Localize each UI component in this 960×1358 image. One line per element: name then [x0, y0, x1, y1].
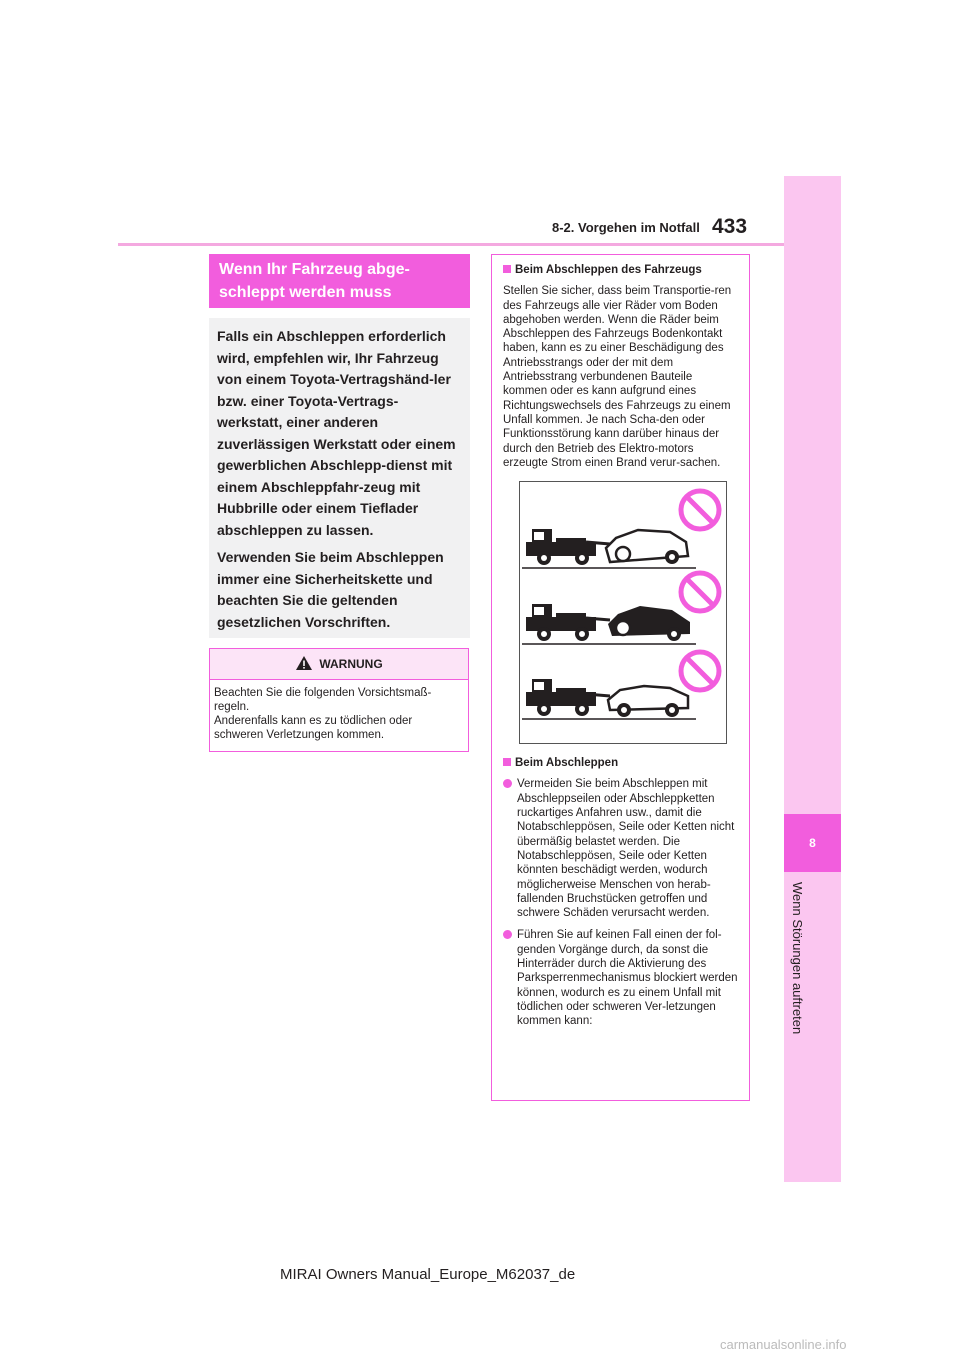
bullet-text-2: Führen Sie auf keinen Fall einen der fol-genden Vorgänge durch, da sonst die Hinterräder durch die Aktivierung des Parksperrenmechanismus blockiert werden können, wodurch es zu einem Unfall mit tödlichen oder schweren Ver-letzungen kommen kann: [517, 929, 738, 1028]
square-bullet-icon [503, 265, 511, 273]
chapter-tab: 8 [784, 814, 841, 872]
warning-header [210, 649, 468, 680]
warning-line-2: Anderenfalls kann es zu tödlichen oder schweren Verletzungen kommen. [214, 715, 413, 741]
watermark: carmanualsonline.info [720, 1337, 847, 1352]
prohibited-icon [681, 491, 719, 529]
chapter-title-text: Wenn Störungen auftreten [790, 882, 805, 1035]
bullet-text-1: Vermeiden Sie beim Abschleppen mit Abschleppseilen oder Abschleppketten ruckartiges Anfahren usw., damit die Notabschleppösen, Seile oder Ketten nicht übermäßig belastet werden. Die Notabschleppösen, Seile oder Ketten könnten beschädigt werden, wodurch möglicherweise Menschen von herab-fallenden Bruchstücken getroffen und schwere Schäden verursacht werden. [517, 778, 735, 920]
subheading-text: Beim Abschleppen [515, 757, 619, 770]
subheading-text: Beim Abschleppen des Fahrzeugs [515, 264, 702, 276]
warning-box [209, 648, 469, 752]
tow-scenario-1 [522, 529, 696, 568]
prohibited-icon [681, 652, 719, 690]
warning-line-1: Beachten Sie die folgenden Vorsichtsmaß-regeln. [214, 687, 432, 713]
warning-label: WARNUNG [319, 657, 383, 671]
towing-prohibited-illustration [519, 481, 727, 744]
round-bullet-icon [503, 930, 512, 939]
tow-truck-diagram [520, 482, 726, 743]
manual-footer: MIRAI Owners Manual_Europe_M62037_de [280, 1266, 576, 1283]
subheading-towing-vehicle [503, 263, 739, 277]
section-label: 8-2. Vorgehen im Notfall [552, 220, 700, 235]
warning-body [210, 680, 468, 742]
prohibited-icon [681, 573, 719, 611]
tow-scenario-3 [522, 679, 696, 719]
towing-paragraph: Stellen Sie sicher, dass beim Transportie-ren des Fahrzeugs alle vier Räder vom Boden abgehoben werden. Wenn die Räder beim Abschleppen des Fahrzeugs Bodenkontakt haben, kann es zu einer Beschädigung des Antriebsstrangs oder der mit dem Antriebsstrang verbundenen Bauteile kommen oder es kann aufgrund eines Richtungswechsels des Fahrzeugs zu einem Unfall kommen. Je nach Scha-den oder Funktionsstörung kann darüber hinaus der durch den Betrieb des Elektro-motors erzeugte Strom einen Brand verur-sachen. [503, 285, 732, 469]
header-rule [118, 243, 784, 246]
round-bullet-icon [503, 779, 512, 788]
square-bullet-icon [503, 758, 511, 766]
warning-triangle-icon [295, 655, 313, 671]
intro-paragraph-2: Verwenden Sie beim Abschleppen immer eine Sicherheitskette und beachten Sie die geltenden gesetzlichen Vorschriften. [217, 549, 444, 630]
subheading-towing [503, 756, 739, 770]
bullet-item-1 [503, 777, 739, 920]
chapter-title [789, 882, 809, 1042]
section-title: Wenn Ihr Fahrzeug abge-schleppt werden muss [209, 254, 470, 308]
intro-paragraph-1: Falls ein Abschleppen erforderlich wird, empfehlen wir, Ihr Fahrzeug von einem Toyota-Vertragshänd-ler bzw. einer Toyota-Vertrags-werkstatt, einer anderen zuverlässigen Werkstatt oder einem gewerblichen Abschlepp-dienst mit einem Abschleppfahr-zeug mit Hubbrille oder einem Tieflader abschleppen zu lassen. [217, 328, 456, 538]
tow-scenario-2 [522, 604, 696, 644]
towing-info-box [491, 254, 750, 1101]
page-number: 433 [712, 215, 748, 238]
bullet-item-2 [503, 928, 739, 1028]
intro-box [209, 318, 470, 638]
